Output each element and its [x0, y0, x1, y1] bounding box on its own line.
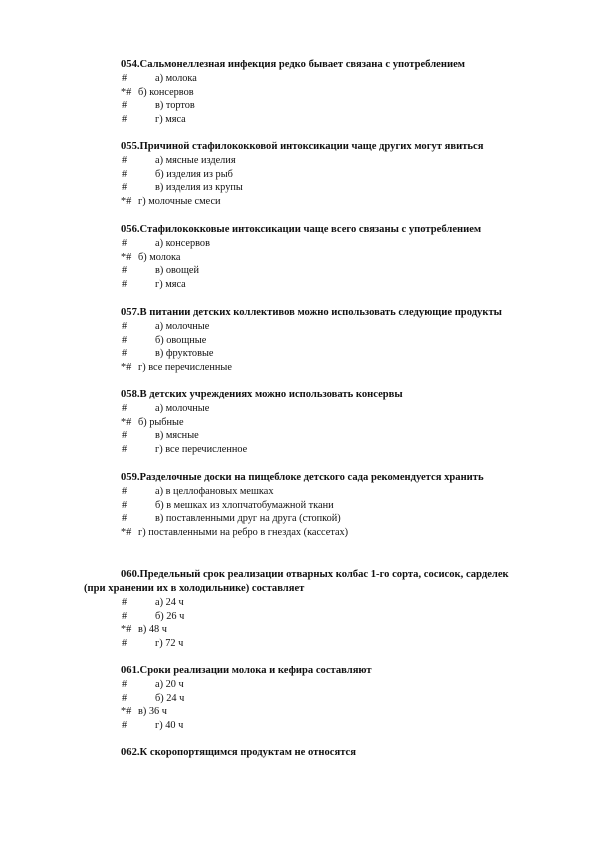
answer-marker: #: [122, 720, 128, 732]
answer-marker: #: [122, 486, 128, 497]
answer-marker: #: [122, 334, 128, 346]
answer-text: а) 20 ч: [155, 679, 184, 690]
question-title: 054.Сальмонеллезная инфекция редко бывает связана с употреблением: [121, 59, 465, 70]
answer-text: б) в мешках из хлопчатобумажной ткани: [155, 499, 334, 511]
answer-marker: #: [122, 444, 128, 456]
answer-option-correct: [0, 526, 594, 540]
answer-marker: #: [122, 265, 128, 277]
question-title: 061.Сроки реализации молока и кефира составляют: [121, 665, 372, 676]
answer-marker: *#: [121, 196, 132, 208]
answer-text: б) изделия из рыб: [155, 168, 233, 180]
answer-text: б) 26 ч: [155, 610, 185, 622]
answer-option: [0, 596, 594, 610]
answer-text: г) мяса: [155, 279, 186, 291]
answer-marker: #: [122, 73, 128, 84]
answer-marker: #: [122, 692, 128, 704]
answer-option: [0, 678, 594, 692]
answer-marker: #: [122, 679, 128, 690]
answer-text: б) рыбные: [138, 416, 184, 428]
question-title-continuation: (при хранении их в холодильнике) составляет: [84, 583, 305, 594]
answer-text: в) овощей: [155, 265, 199, 277]
question-054: [0, 58, 594, 127]
answer-option: [0, 72, 594, 86]
answer-option: [0, 443, 594, 457]
answer-text: г) мяса: [155, 114, 186, 126]
answer-text: в) фруктовые: [155, 348, 214, 360]
answer-option: [0, 237, 594, 251]
answer-marker: #: [122, 597, 128, 608]
answer-text: в) 36 ч: [138, 706, 167, 718]
answer-option-correct: [0, 361, 594, 375]
answer-text: а) мясные изделия: [155, 155, 236, 166]
answer-marker: *#: [121, 251, 132, 263]
answer-text: г) все перечисленное: [155, 444, 248, 456]
answer-text: в) 48 ч: [138, 624, 167, 636]
answer-option: [0, 610, 594, 624]
answer-option: [0, 429, 594, 443]
answer-text: а) 24 ч: [155, 597, 184, 608]
answer-marker: *#: [121, 86, 132, 98]
answer-text: б) овощные: [155, 334, 207, 346]
answer-text: в) поставленными друг на друга (стопкой): [155, 513, 341, 525]
answer-marker: #: [122, 403, 128, 414]
answer-text: г) поставленными на ребро в гнездах (кассетах): [138, 527, 349, 539]
question-title: 058.В детских учреждениях можно использовать консервы: [121, 389, 403, 400]
question-title: 060.Предельный срок реализации отварных колбас 1-го сорта, сосисок, сарделек: [121, 569, 509, 580]
answer-marker: #: [122, 182, 128, 194]
question-058: [0, 388, 594, 457]
answer-text: в) тортов: [155, 100, 195, 112]
answer-marker: *#: [121, 416, 132, 428]
answer-option-correct: [0, 86, 594, 100]
answer-option: [0, 347, 594, 361]
answer-text: б) 24 ч: [155, 692, 185, 704]
answer-option: [0, 692, 594, 706]
answer-marker: #: [122, 238, 128, 249]
question-061: [0, 664, 594, 733]
answer-option: [0, 637, 594, 651]
answer-text: а) молока: [155, 73, 197, 84]
answer-text: б) молока: [138, 251, 181, 263]
answer-marker: *#: [121, 624, 132, 636]
answer-option: [0, 499, 594, 513]
answer-marker: *#: [121, 527, 132, 539]
answer-option: [0, 402, 594, 416]
question-title: 056.Стафилококковые интоксикации чаще всего связаны с употреблением: [121, 224, 482, 235]
answer-marker: #: [122, 638, 128, 650]
answer-text: в) изделия из крупы: [155, 182, 243, 194]
question-062: [0, 746, 594, 760]
answer-text: а) в целлофановых мешках: [155, 486, 274, 497]
answer-marker: #: [122, 155, 128, 166]
answer-marker: #: [122, 168, 128, 180]
answer-marker: #: [122, 499, 128, 511]
answer-text: б) консервов: [138, 86, 194, 98]
answer-option: [0, 278, 594, 292]
answer-marker: #: [122, 321, 128, 332]
answer-text: а) консервов: [155, 238, 210, 249]
answer-marker: #: [122, 348, 128, 360]
answer-marker: #: [122, 100, 128, 112]
question-title: 057.В питании детских коллективов можно использовать следующие продукты: [121, 307, 502, 318]
question-title: 059.Разделочные доски на пищеблоке детского сада рекомендуется хранить: [121, 472, 484, 483]
question-057: [0, 306, 594, 375]
answer-marker: *#: [121, 362, 132, 374]
answer-option: [0, 719, 594, 733]
answer-text: г) 72 ч: [155, 638, 184, 650]
question-056: [0, 223, 594, 292]
question-060: [0, 568, 594, 651]
question-title: 055.Причиной стафилококковой интоксикации чаще других могут явиться: [121, 141, 484, 152]
answer-option: [0, 181, 594, 195]
answer-option-correct: [0, 416, 594, 430]
answer-marker: #: [122, 513, 128, 525]
answer-marker: *#: [121, 706, 132, 718]
answer-option: [0, 264, 594, 278]
answer-option: [0, 334, 594, 348]
question-title: 062.К скоропортящимся продуктам не относятся: [121, 747, 356, 758]
question-055: [0, 140, 594, 209]
answer-option-correct: [0, 623, 594, 637]
answer-text: г) все перечисленные: [138, 362, 232, 374]
answer-text: г) 40 ч: [155, 720, 184, 732]
answer-option: [0, 113, 594, 127]
answer-marker: #: [122, 610, 128, 622]
question-059: [0, 471, 594, 540]
answer-marker: #: [122, 114, 128, 126]
answer-option-correct: [0, 705, 594, 719]
answer-text: г) молочные смеси: [138, 196, 221, 208]
answer-text: а) молочные: [155, 321, 210, 332]
answer-option-correct: [0, 251, 594, 265]
answer-option: [0, 168, 594, 182]
answer-option: [0, 320, 594, 334]
answer-marker: #: [122, 430, 128, 442]
answer-marker: #: [122, 279, 128, 291]
answer-option: [0, 485, 594, 499]
answer-option: [0, 512, 594, 526]
answer-text: в) мясные: [155, 430, 199, 442]
answer-option-correct: [0, 195, 594, 209]
answer-option: [0, 154, 594, 168]
answer-option: [0, 99, 594, 113]
answer-text: а) молочные: [155, 403, 210, 414]
